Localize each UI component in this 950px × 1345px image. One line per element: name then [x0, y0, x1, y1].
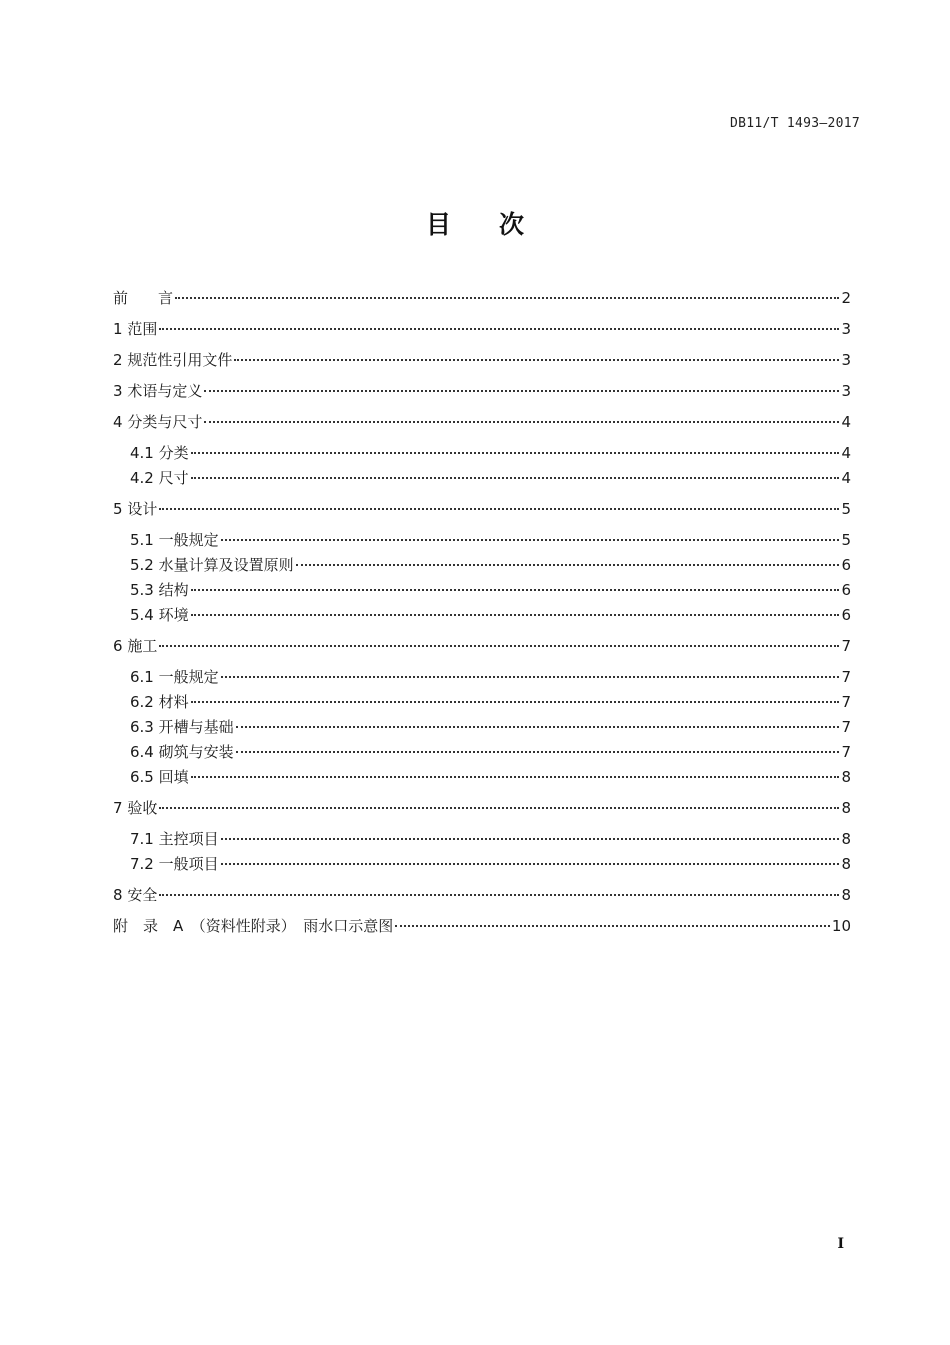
toc-leader-dots [159, 894, 839, 896]
toc-entry-label: 施工 [127, 637, 158, 655]
toc-leader-dots [191, 776, 839, 778]
toc-entry-label: 设计 [127, 500, 158, 518]
standard-code: DB11/T 1493—2017 [729, 116, 860, 131]
toc-entry-page: 3 [841, 351, 851, 369]
toc-entry-page: 3 [841, 320, 851, 338]
toc-entry-label: 一般规定 [158, 531, 219, 549]
toc-leader-dots [191, 452, 839, 454]
toc-entry[interactable]: 8 安全 8 [113, 886, 851, 904]
toc-entry-label: 附 录 A （资料性附录） 雨水口示意图 [113, 917, 394, 935]
page-title [0, 205, 950, 241]
toc-entry[interactable]: 1 范围 3 [113, 320, 851, 338]
toc-entry-label: 范围 [127, 320, 158, 338]
toc-leader-dots [191, 477, 839, 479]
page-title-part2: 次 [499, 210, 525, 239]
toc-leader-dots [296, 564, 839, 566]
toc-entry-label: 安全 [127, 886, 158, 904]
toc-subentry[interactable]: 7.1 主控项目 8 [130, 830, 851, 848]
toc-entry[interactable]: 6 施工 7 [113, 637, 851, 655]
toc-entry-page: 8 [841, 768, 851, 786]
toc-entry-page: 4 [841, 413, 851, 431]
toc-entry-page: 7 [841, 743, 851, 761]
toc-leader-dots [191, 589, 839, 591]
toc-entry-label: 结构 [158, 581, 189, 599]
page-title-part1: 目 [425, 210, 451, 239]
toc-entry-page: 5 [841, 500, 851, 518]
toc-leader-dots [175, 297, 839, 299]
toc-leader-dots [221, 539, 839, 541]
toc-leader-dots [234, 359, 839, 361]
toc-entry-label: 分类与尺寸 [127, 413, 203, 431]
toc-entry-page: 10 [831, 917, 851, 935]
toc-entry-label: 环境 [158, 606, 189, 624]
toc-entry-label: 分类 [158, 444, 189, 462]
toc-subentry[interactable]: 5.1 一般规定 5 [130, 531, 851, 549]
toc-entry-page: 7 [841, 637, 851, 655]
toc-entry-page: 8 [841, 855, 851, 873]
toc-entry[interactable] [113, 288, 851, 308]
toc-entry[interactable]: 7 验收 8 [113, 799, 851, 817]
toc-leader-dots [204, 421, 839, 423]
toc-subentry[interactable]: 5.3 结构 6 [130, 581, 851, 599]
toc-leader-dots [204, 390, 839, 392]
toc-entry-page: 6 [841, 606, 851, 624]
toc-entry[interactable]: 5 设计 5 [113, 500, 851, 518]
toc-entry-page: 4 [841, 444, 851, 462]
toc-entry-label: 砌筑与安装 [158, 743, 234, 761]
toc-entry-page: 5 [841, 531, 851, 549]
toc-leader-dots [191, 614, 839, 616]
toc-entry-label: 材料 [158, 693, 189, 711]
toc-leader-dots [191, 701, 839, 703]
toc-leader-dots [221, 863, 839, 865]
toc-entry-page: 7 [841, 718, 851, 736]
toc-subentry[interactable]: 5.4 环境 6 [130, 606, 851, 624]
toc-entry[interactable]: 4 分类与尺寸 4 [113, 413, 851, 431]
toc-entry-label: 主控项目 [158, 830, 219, 848]
toc-entry-page: 7 [841, 668, 851, 686]
toc-entry[interactable]: 2 规范性引用文件 3 [113, 351, 851, 369]
toc-entry-label: 开槽与基础 [158, 718, 234, 736]
toc-entry-label: 尺寸 [158, 469, 189, 487]
toc-subentry[interactable]: 6.4 砌筑与安装 7 [130, 743, 851, 761]
toc-leader-dots [159, 807, 839, 809]
toc-entry-page: 8 [841, 799, 851, 817]
toc-subentry[interactable]: 6.5 回填 8 [130, 768, 851, 786]
toc-leader-dots [395, 925, 830, 927]
toc-entry-label: 验收 [127, 799, 158, 817]
toc-entry-label: 规范性引用文件 [127, 351, 233, 369]
toc-entry-page: 8 [841, 886, 851, 904]
toc-entry-label: 一般规定 [158, 668, 219, 686]
toc-subentry[interactable]: 6.1 一般规定 7 [130, 668, 851, 686]
toc-entry-page: 6 [841, 556, 851, 574]
toc-entry[interactable] [113, 916, 851, 936]
toc-entry-label: 前 言 [113, 289, 174, 307]
toc-entry-page: 4 [841, 469, 851, 487]
toc-leader-dots [159, 328, 839, 330]
toc-leader-dots [236, 726, 839, 728]
toc-leader-dots [221, 838, 839, 840]
toc-entry-page: 7 [841, 693, 851, 711]
toc-entry-label: 术语与定义 [127, 382, 203, 400]
toc-entry-page: 3 [841, 382, 851, 400]
toc-entry-label: 水量计算及设置原则 [158, 556, 294, 574]
toc-leader-dots [236, 751, 839, 753]
toc-subentry[interactable]: 6.2 材料 7 [130, 693, 851, 711]
toc-entry[interactable]: 3 术语与定义 3 [113, 382, 851, 400]
toc-leader-dots [159, 508, 839, 510]
toc-entry-page: 2 [841, 289, 851, 307]
toc-subentry[interactable]: 5.2 水量计算及设置原则 6 [130, 556, 851, 574]
toc-entry-page: 8 [841, 830, 851, 848]
toc-entry-page: 6 [841, 581, 851, 599]
toc-entry-label: 回填 [158, 768, 189, 786]
toc-subentry[interactable]: 4.2 尺寸 4 [130, 469, 851, 487]
toc-subentry[interactable]: 4.1 分类 4 [130, 444, 851, 462]
toc-entry-label: 一般项目 [158, 855, 219, 873]
toc-leader-dots [221, 676, 839, 678]
toc-subentry[interactable]: 7.2 一般项目 8 [130, 855, 851, 873]
page-number: I [837, 1236, 844, 1252]
toc-leader-dots [159, 645, 839, 647]
toc-subentry[interactable]: 6.3 开槽与基础 7 [130, 718, 851, 736]
